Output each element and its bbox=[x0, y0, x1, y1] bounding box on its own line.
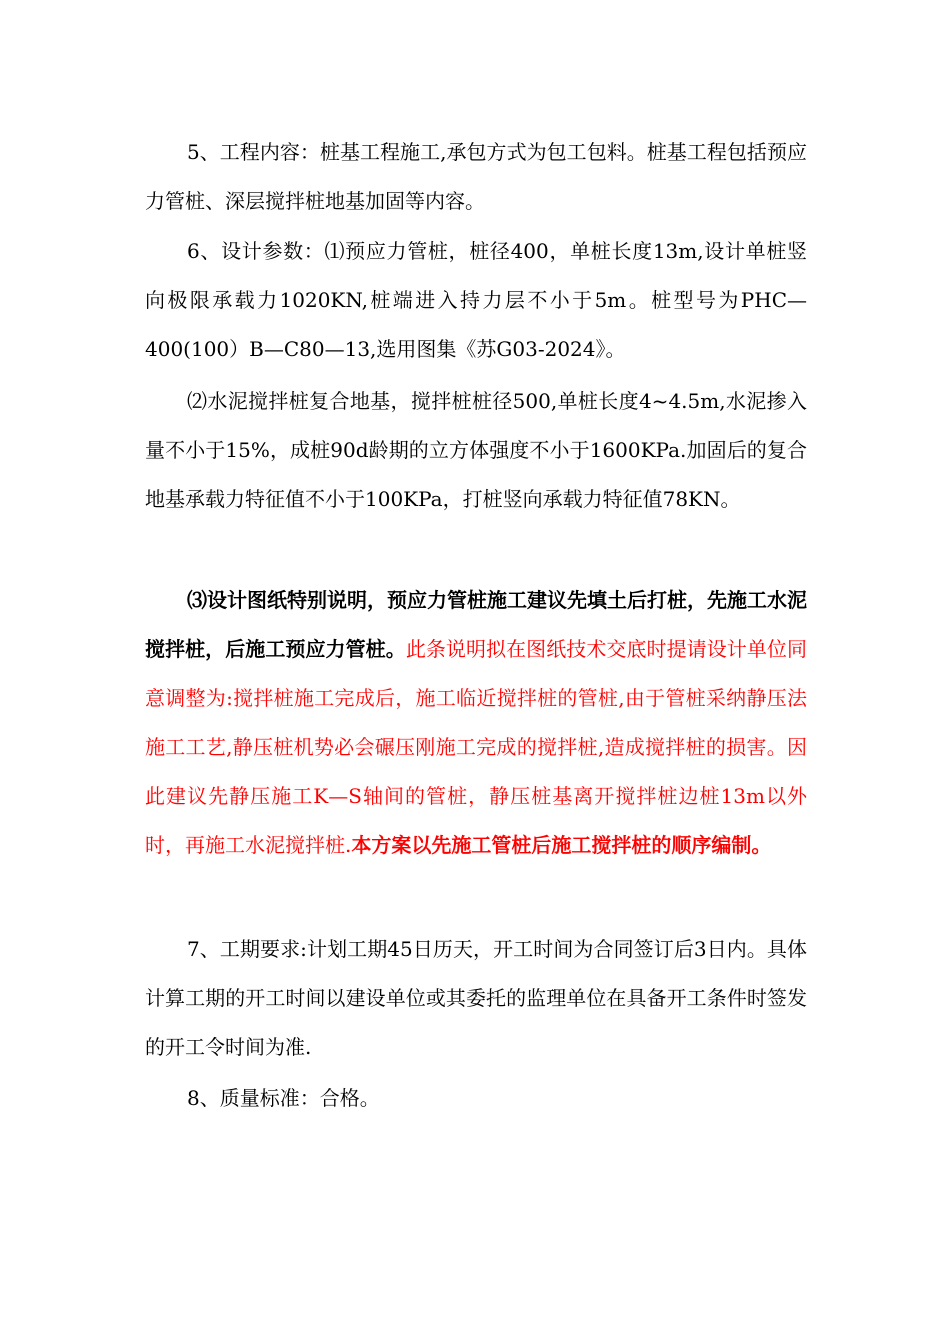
special-instruction-note: ⑶设计图纸特别说明，预应力管桩施工建议先填土后打桩，先施工水泥搅拌桩，后施工预应力管桩。 bbox=[145, 588, 807, 661]
paragraph-special-instructions bbox=[145, 576, 807, 870]
paragraph-project-content: 5、工程内容：桩基工程施工,承包方式为包工包料。桩基工程包括预应力管桩、深层搅拌桩地基加固等内容。 bbox=[145, 140, 807, 213]
adjustment-proposal: 此条说明拟在图纸技术交底时提请设计单位同意调整为:搅拌桩施工完成后，施工临近搅拌桩的管桩,由于管桩采纳静压法施工工艺,静压桩机势必会碾压刚施工完成的搅拌桩,造成搅拌桩的损害。因此建议先静压施工K—S轴间的管桩，静压桩基离开搅拌桩边桩13m以外时，再施工水泥搅拌桩. bbox=[145, 637, 807, 857]
paragraph-schedule-requirements: 7、工期要求:计划工期45日历天，开工时间为合同签订后3日内。具体计算工期的开工时间以建设单位或其委托的监理单位在具备开工条件时签发的开工令时间为准. bbox=[145, 937, 807, 1059]
paragraph-design-parameters: 6、设计参数：⑴预应力管桩，桩径400，单桩长度13m,设计单桩竖向极限承载力1020KN,桩端进入持力层不小于5m。桩型号为PHC—400(100）B—C80—13,选用图集《苏G03-2024》。 bbox=[145, 239, 807, 361]
paragraph-quality-standard: 8、质量标准：合格。 bbox=[187, 1086, 380, 1110]
plan-sequence-statement: 本方案以先施工管桩后施工搅拌桩的顺序编制。 bbox=[351, 833, 772, 857]
paragraph-cement-mixing-pile: ⑵水泥搅拌桩复合地基，搅拌桩桩径500,单桩长度4~4.5m,水泥掺入量不小于15%，成桩90d龄期的立方体强度不小于1600KPa.加固后的复合地基承载力特征值不小于100KPa，打桩竖向承载力特征值78KN。 bbox=[145, 389, 807, 511]
